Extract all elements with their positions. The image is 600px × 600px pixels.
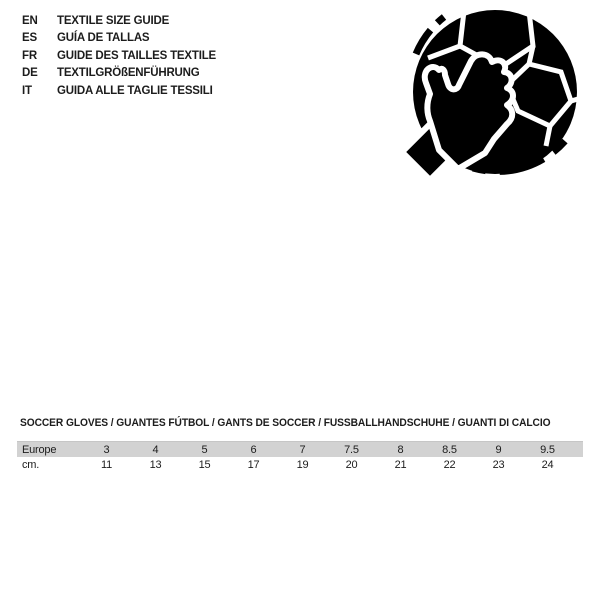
cm-size-cell: 24 <box>541 459 554 471</box>
cm-size-cell: 15 <box>198 459 211 471</box>
language-row <box>22 13 216 30</box>
cm-size-cell: 19 <box>296 459 309 471</box>
row-label-europe: Europe <box>22 443 57 456</box>
cm-size-cell: 13 <box>149 459 162 471</box>
cm-size-cell: 22 <box>443 459 456 471</box>
row-label-cm: cm. <box>22 459 40 471</box>
language-label: GUIDE DES TAILLES TEXTILE <box>57 49 216 62</box>
europe-size-cell: 8.5 <box>442 443 457 456</box>
europe-size-cell: 5 <box>201 443 208 456</box>
cm-size-cell: 20 <box>345 459 358 471</box>
goalkeeper-glove-ball-icon <box>395 0 595 200</box>
europe-size-cell: 4 <box>152 443 159 456</box>
size-guide-title: SOCCER GLOVES / GUANTES FÚTBOL / GANTS DE SOCCER / FUSSBALLHANDSCHUHE / GUANTI DI CALCIO <box>20 417 551 429</box>
language-row <box>22 65 216 82</box>
europe-size-cell: 3 <box>103 443 110 456</box>
language-label: TEXTILGRÖßENFÜHRUNG <box>57 67 200 80</box>
language-label: TEXTILE SIZE GUIDE <box>57 15 170 27</box>
size-table-europe-row <box>17 441 583 457</box>
europe-size-cell: 9.5 <box>540 443 555 456</box>
size-table-cm-row <box>17 457 583 473</box>
glove-ball-svg <box>395 0 595 200</box>
europe-size-cell: 9 <box>495 443 502 456</box>
cm-size-cell: 21 <box>394 459 407 471</box>
language-row <box>22 83 216 100</box>
europe-size-cell: 7 <box>299 443 306 456</box>
size-table <box>17 441 583 473</box>
language-code: EN <box>22 15 38 27</box>
language-row <box>22 30 216 47</box>
europe-size-cell: 8 <box>397 443 404 456</box>
cm-size-cell: 11 <box>100 459 113 471</box>
language-code: ES <box>22 32 37 45</box>
language-label: GUIDA ALLE TAGLIE TESSILI <box>57 84 213 97</box>
language-guide-list <box>22 13 216 100</box>
cm-size-cell: 23 <box>492 459 505 471</box>
language-code: FR <box>22 49 37 62</box>
language-row <box>22 48 216 65</box>
language-label: GUÍA DE TALLAS <box>57 32 150 45</box>
language-code: IT <box>22 84 32 97</box>
europe-size-cell: 7.5 <box>344 443 359 456</box>
cm-size-cell: 17 <box>247 459 260 471</box>
language-code: DE <box>22 67 38 80</box>
europe-size-cell: 6 <box>250 443 257 456</box>
